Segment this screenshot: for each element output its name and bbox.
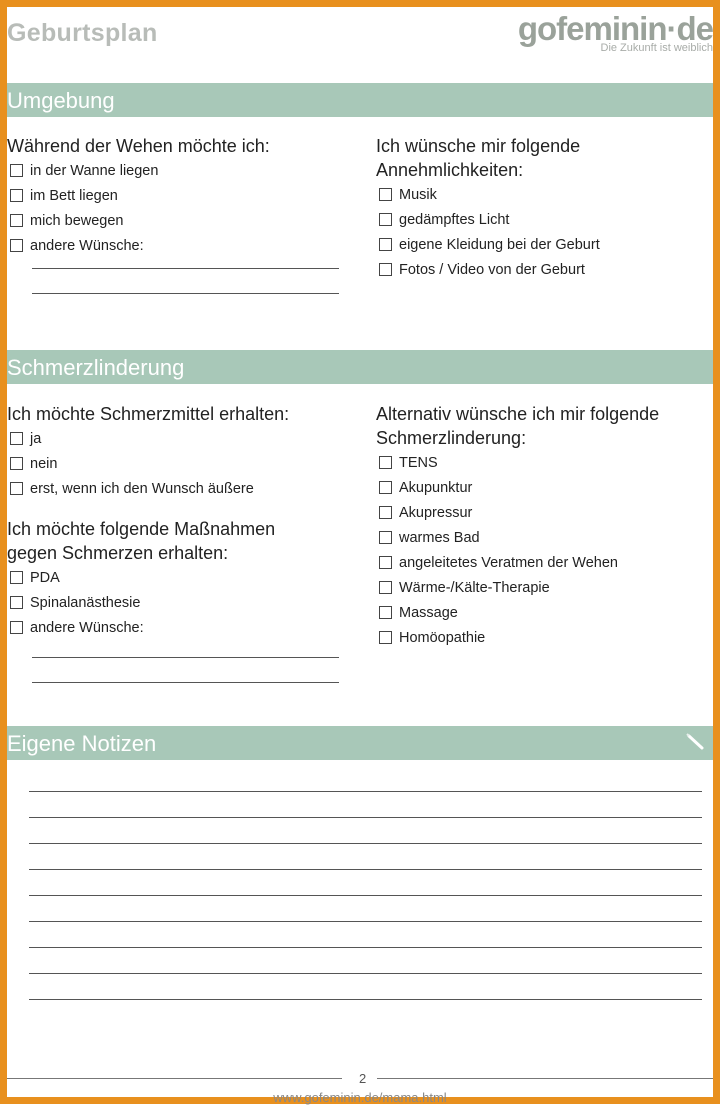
- notes-line[interactable]: [29, 947, 702, 948]
- checkbox-option[interactable]: [10, 183, 357, 208]
- checkbox-label: nein: [30, 455, 58, 472]
- checkbox[interactable]: [10, 239, 23, 252]
- checkbox[interactable]: [379, 481, 392, 494]
- checkbox-option[interactable]: [379, 500, 706, 525]
- checkbox-option[interactable]: [379, 525, 706, 550]
- checkbox-label: Fotos / Video von der Geburt: [399, 261, 585, 278]
- checkbox[interactable]: [379, 631, 392, 644]
- logo-go: go: [517, 10, 557, 47]
- checkbox[interactable]: [10, 596, 23, 609]
- notes-line[interactable]: [29, 921, 702, 922]
- schmerz-left-question2-line1: Ich möchte folgende Maßnahmen: [7, 519, 276, 539]
- checkbox-label: mich bewegen: [30, 212, 124, 229]
- checkbox-option[interactable]: [10, 615, 362, 640]
- checkbox[interactable]: [379, 188, 392, 201]
- checkbox-option[interactable]: [379, 475, 706, 500]
- umgebung-left-column: [7, 134, 357, 258]
- checkbox-label: ja: [30, 430, 42, 447]
- umgebung-right-column: [376, 134, 706, 282]
- checkbox-label: TENS: [399, 454, 438, 471]
- schmerz-right-question-line2: Schmerzlinderung:: [376, 428, 527, 448]
- checkbox-option[interactable]: [10, 426, 362, 451]
- notes-line[interactable]: [29, 791, 702, 792]
- checkbox-option[interactable]: [379, 575, 706, 600]
- schmerz-left-question: Ich möchte Schmerzmittel erhalten:: [7, 404, 290, 424]
- footer-rule-left: [7, 1078, 342, 1079]
- checkbox-label: in der Wanne liegen: [30, 162, 159, 179]
- checkbox-option[interactable]: [10, 590, 362, 615]
- page-title: Geburtsplan: [7, 19, 158, 47]
- logo-tagline: Die Zukunft ist weiblich: [600, 42, 713, 54]
- checkbox[interactable]: [379, 263, 392, 276]
- checkbox[interactable]: [379, 606, 392, 619]
- checkbox[interactable]: [379, 556, 392, 569]
- write-line[interactable]: [32, 293, 339, 294]
- checkbox-label: andere Wünsche:: [30, 619, 144, 636]
- schmerz-right-question-line1: Alternativ wünsche ich mir folgende: [376, 404, 660, 424]
- footer-url: www.gofeminin.de/mama.html: [273, 1090, 447, 1105]
- notes-line[interactable]: [29, 869, 702, 870]
- checkbox-label: PDA: [30, 569, 60, 586]
- pencil-icon: [685, 731, 707, 753]
- checkbox[interactable]: [10, 432, 23, 445]
- umgebung-right-question-line2: Annehmlichkeiten:: [376, 160, 524, 180]
- checkbox-option[interactable]: [10, 565, 362, 590]
- checkbox-label: erst, wenn ich den Wunsch äußere: [30, 480, 254, 497]
- checkbox-label: gedämpftes Licht: [399, 211, 510, 228]
- schmerz-left-question2-line2: gegen Schmerzen erhalten:: [7, 543, 229, 563]
- write-line[interactable]: [32, 268, 339, 269]
- checkbox[interactable]: [379, 581, 392, 594]
- checkbox[interactable]: [10, 164, 23, 177]
- checkbox[interactable]: [379, 531, 392, 544]
- logo-feminin: feminin: [556, 10, 667, 47]
- checkbox-option[interactable]: [379, 550, 706, 575]
- checkbox-label: Spinalanästhesie: [30, 594, 141, 611]
- checkbox-option[interactable]: [10, 158, 357, 183]
- checkbox-option[interactable]: [10, 208, 357, 233]
- notizen-heading: Eigene Notizen: [7, 731, 157, 756]
- checkbox[interactable]: [379, 506, 392, 519]
- checkbox-option[interactable]: [379, 450, 706, 475]
- checkbox-option[interactable]: [10, 451, 362, 476]
- write-line[interactable]: [32, 682, 339, 683]
- schmerz-right-column: [376, 402, 706, 650]
- checkbox-option[interactable]: [379, 257, 706, 282]
- checkbox[interactable]: [10, 189, 23, 202]
- checkbox-label: Akupunktur: [399, 479, 473, 496]
- notes-line[interactable]: [29, 973, 702, 974]
- logo-de: de: [676, 10, 713, 47]
- checkbox-option[interactable]: [10, 233, 357, 258]
- checkbox-label: Musik: [399, 186, 437, 203]
- section-header-schmerzlinderung: Schmerzlinderung: [7, 350, 713, 384]
- checkbox-label: Massage: [399, 604, 458, 621]
- checkbox-label: warmes Bad: [399, 529, 480, 546]
- checkbox-option[interactable]: [379, 625, 706, 650]
- write-line[interactable]: [32, 657, 339, 658]
- checkbox-label: Homöopathie: [399, 629, 486, 646]
- logo-dot: ·: [666, 10, 677, 47]
- checkbox-option[interactable]: [379, 207, 706, 232]
- umgebung-right-question-line1: Ich wünsche mir folgende: [376, 136, 581, 156]
- checkbox-option[interactable]: [379, 182, 706, 207]
- checkbox[interactable]: [379, 213, 392, 226]
- checkbox-label: Akupressur: [399, 504, 473, 521]
- checkbox-option[interactable]: [379, 600, 706, 625]
- checkbox-label: Wärme-/Kälte-Therapie: [399, 579, 550, 596]
- checkbox-label: im Bett liegen: [30, 187, 118, 204]
- checkbox[interactable]: [10, 571, 23, 584]
- checkbox-option[interactable]: [10, 476, 362, 501]
- checkbox[interactable]: [379, 456, 392, 469]
- checkbox[interactable]: [10, 214, 23, 227]
- notes-line[interactable]: [29, 817, 702, 818]
- checkbox-label: andere Wünsche:: [30, 237, 144, 254]
- schmerz-left-column: [7, 402, 362, 640]
- umgebung-left-question: Während der Wehen möchte ich:: [7, 136, 270, 156]
- checkbox[interactable]: [10, 621, 23, 634]
- checkbox[interactable]: [10, 482, 23, 495]
- checkbox-label: eigene Kleidung bei der Geburt: [399, 236, 600, 253]
- section-header-umgebung: Umgebung: [7, 83, 713, 117]
- notes-line[interactable]: [29, 843, 702, 844]
- brand-logo: [518, 12, 713, 54]
- checkbox-label: angeleitetes Veratmen der Wehen: [399, 554, 618, 571]
- section-header-notizen: [7, 726, 713, 760]
- footer-rule-right: [377, 1078, 713, 1079]
- notes-line[interactable]: [29, 999, 702, 1000]
- checkbox[interactable]: [379, 238, 392, 251]
- checkbox[interactable]: [10, 457, 23, 470]
- page-number: 2: [359, 1071, 367, 1086]
- notes-line[interactable]: [29, 895, 702, 896]
- checkbox-option[interactable]: [379, 232, 706, 257]
